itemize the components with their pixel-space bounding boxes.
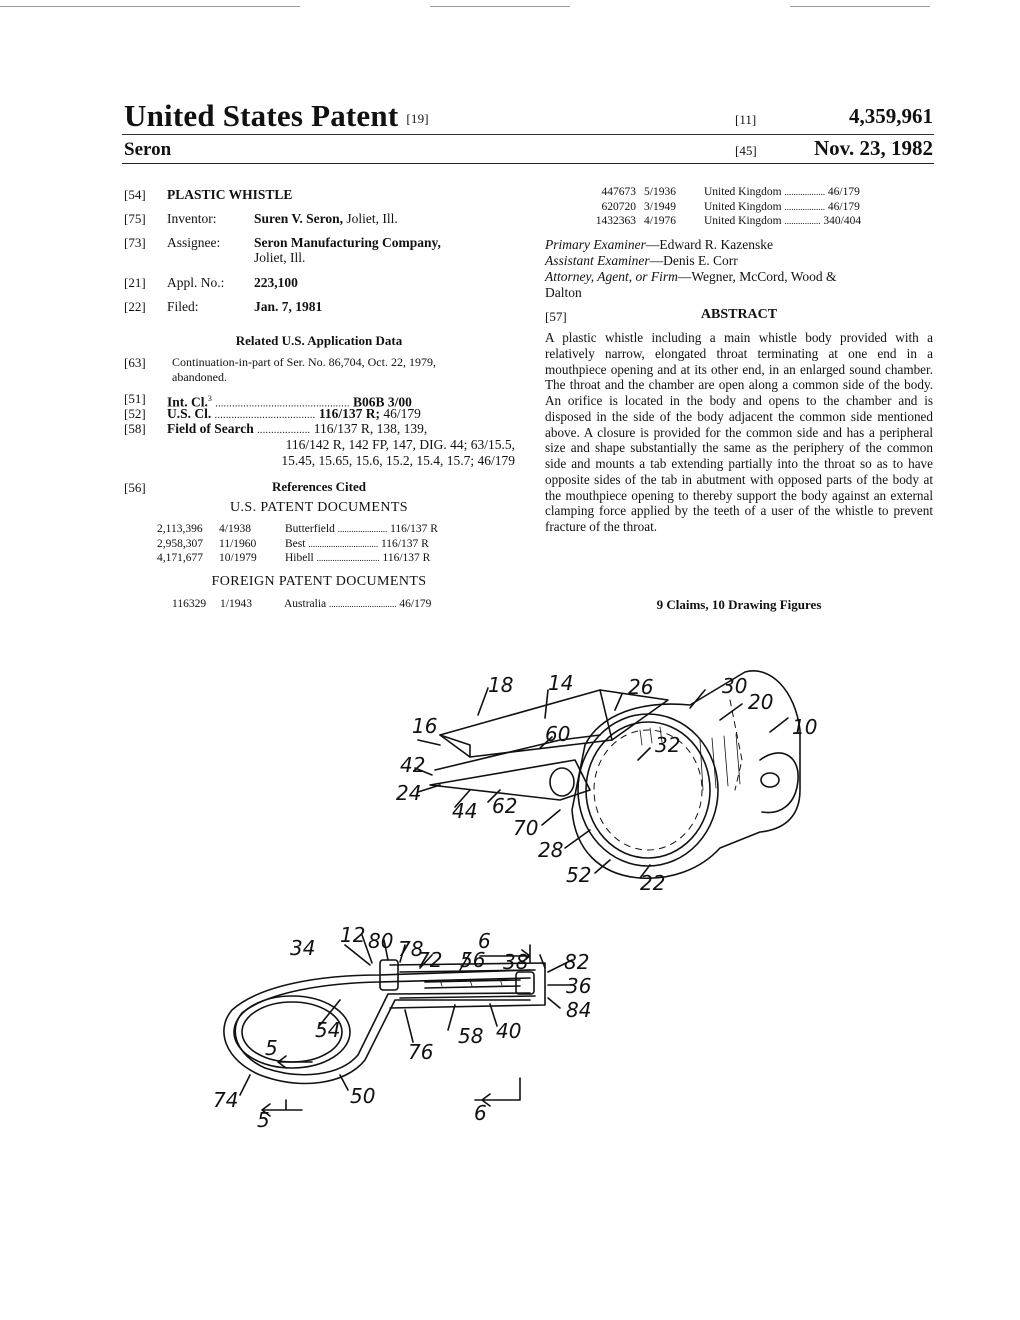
reference-row: 620720 3/1949 United Kingdom .................. 46/179 — [601, 200, 860, 213]
ref-numeral: 82 — [564, 950, 590, 974]
ref-numeral: 40 — [496, 1019, 522, 1043]
related-text: Continuation-in-part of Ser. No. 86,704, Oct. 22, 1979, abandoned. — [172, 355, 436, 384]
us-cl: U.S. Cl. .................................... 116/137 R; 46/179 — [167, 406, 421, 421]
filed-label: Filed: — [167, 299, 199, 314]
ref-numeral: 22 — [640, 871, 666, 895]
patent-number-code: [11] — [735, 112, 757, 127]
ref-numeral: 38 — [503, 950, 529, 974]
ref-numeral: 28 — [538, 838, 564, 862]
patent-number: 4,359,961 — [849, 104, 933, 128]
ref-numeral: 34 — [290, 936, 316, 960]
field-code: [56] — [124, 480, 146, 495]
ref-numeral: 12 — [340, 923, 366, 947]
ref-numeral: 54 — [315, 1018, 341, 1042]
field-of-search-line: 15.45, 15.65, 15.6, 15.2, 15.4, 15.7; 46/179 — [281, 453, 515, 468]
ref-numeral: 16 — [412, 714, 438, 738]
abstract-text: A plastic whistle including a main whistle body provided with a relatively narrow, elongated throat terminating at one end in a mouthpiece opening and at its other end, in an enlarged sound chamber. The throat and the chamber are open along a common side of the body. An orifice is located in the body and opens to the chamber and is disposed in the side of the body adjacent the common side mentioned above. A closure is provided for the common side and has a peripheral size and shape substantially the same as the periphery of the common side and mounts a tab extending partially into the throat so as to have opposite sides of the tab in abutment with opposed parts of the body at the mouthpiece opening to thereby support the body against an external clamping force applied by the teeth of a user of the whistle to prevent fracture of the throat. — [545, 330, 933, 534]
int-cl: Int. Cl.$^3$ ................................................ B06B 3/00 — [167, 394, 412, 410]
ref-numeral: 56 — [460, 948, 486, 972]
ref-numeral: 78 — [398, 937, 424, 961]
ref-numeral: 36 — [566, 974, 592, 998]
field-code: [22] — [124, 299, 146, 314]
reference-row: 4,171,677 10/1979 Hibell ............................ 116/137 R — [157, 552, 431, 564]
figure-1-whistle-perspective — [415, 671, 800, 878]
ref-numeral: 24 — [396, 781, 422, 805]
reference-row: 2,113,396 4/1938 Butterfield ...................... 116/137 R — [157, 523, 438, 535]
ref-numeral: 60 — [545, 722, 571, 746]
ref-numeral: 6 — [478, 929, 491, 953]
assignee-value: Seron Manufacturing Company, — [254, 235, 441, 250]
ref-numeral: 10 — [792, 715, 818, 739]
ref-numeral: 50 — [350, 1084, 376, 1108]
ref-numeral: 62 — [492, 794, 518, 818]
ref-numeral: 52 — [566, 863, 592, 887]
ref-numeral: 76 — [408, 1040, 434, 1064]
assistant-examiner: Assistant Examiner—Denis E. Corr — [545, 253, 738, 268]
figure-1-reference-numerals — [396, 671, 817, 895]
references-heading: References Cited — [272, 479, 366, 494]
ref-numeral: 32 — [655, 733, 681, 757]
ref-numeral: 6 — [474, 1101, 487, 1125]
claims-count: 9 Claims, 10 Drawing Figures — [656, 597, 822, 612]
ref-numeral: 14 — [548, 671, 574, 695]
attorney: Attorney, Agent, or Firm—Wegner, McCord, Wood & — [545, 269, 837, 284]
field-code: [63] — [124, 355, 146, 370]
field-code: [52] — [124, 406, 146, 421]
ref-numeral: 20 — [748, 690, 774, 714]
field-code: [21] — [124, 275, 146, 290]
field-code: [75] — [124, 211, 146, 226]
attorney-line2: Dalton — [545, 285, 582, 300]
ref-numeral: 26 — [628, 675, 654, 699]
patent-date: Nov. 23, 1982 — [813, 136, 933, 160]
appl-label: Appl. No.: — [167, 275, 225, 290]
ref-numeral: 70 — [513, 816, 539, 840]
ref-numeral: 80 — [368, 929, 394, 953]
field-code: [51] — [124, 391, 146, 406]
ref-numeral: 42 — [400, 753, 426, 777]
ref-numeral: 58 — [458, 1024, 484, 1048]
abstract-heading: ABSTRACT — [700, 307, 778, 322]
primary-examiner: Primary Examiner—Edward R. Kazenske — [545, 237, 773, 252]
foreign-patents-heading: FOREIGN PATENT DOCUMENTS — [211, 574, 427, 589]
field-of-search: Field of Search ................... 116/137 R, 138, 139, — [167, 421, 428, 436]
ref-numeral: 18 — [488, 673, 514, 697]
reference-row: 116329 1/1943 Australia .............................. 46/179 — [172, 598, 432, 610]
reference-row: 1432363 4/1976 United Kingdom ................ 340/404 — [595, 215, 862, 227]
invention-title: PLASTIC WHISTLE — [167, 187, 293, 202]
assignee-label: Assignee: — [167, 235, 221, 250]
field-code: [58] — [124, 421, 146, 436]
reference-row: 447673 5/1936 United Kingdom .................. 46/179 — [601, 186, 860, 198]
ref-numeral: 5 — [257, 1108, 270, 1132]
patent-header-title: United States Patent [19] — [124, 98, 429, 133]
appl-value: 223,100 — [254, 275, 298, 290]
filed-value: Jan. 7, 1981 — [254, 299, 323, 314]
ref-numeral: 30 — [722, 674, 748, 698]
field-code: [54] — [124, 187, 146, 202]
field-code: [57] — [545, 309, 567, 324]
ref-numeral: 84 — [566, 998, 592, 1022]
figure-2-reference-numerals — [213, 923, 591, 1132]
ref-numeral: 74 — [213, 1088, 239, 1112]
field-code: [73] — [124, 235, 146, 250]
related-heading: Related U.S. Application Data — [235, 333, 403, 348]
inventor-label: Inventor: — [167, 211, 217, 226]
ref-numeral: 72 — [417, 948, 443, 972]
us-patents-heading: U.S. PATENT DOCUMENTS — [230, 500, 408, 515]
date-code: [45] — [735, 143, 757, 158]
ref-numeral: 44 — [452, 799, 478, 823]
inventor-value: Suren V. Seron, Joliet, Ill. — [254, 211, 398, 226]
assignee-place: Joliet, Ill. — [254, 250, 306, 265]
inventor-surname: Seron — [124, 139, 172, 160]
reference-row: 2,958,307 11/1960 Best ............................... 116/137 R — [157, 537, 429, 550]
field-of-search-line: 116/142 R, 142 FP, 147, DIG. 44; 63/15.5, — [285, 437, 515, 452]
ref-numeral: 5 — [265, 1036, 278, 1060]
